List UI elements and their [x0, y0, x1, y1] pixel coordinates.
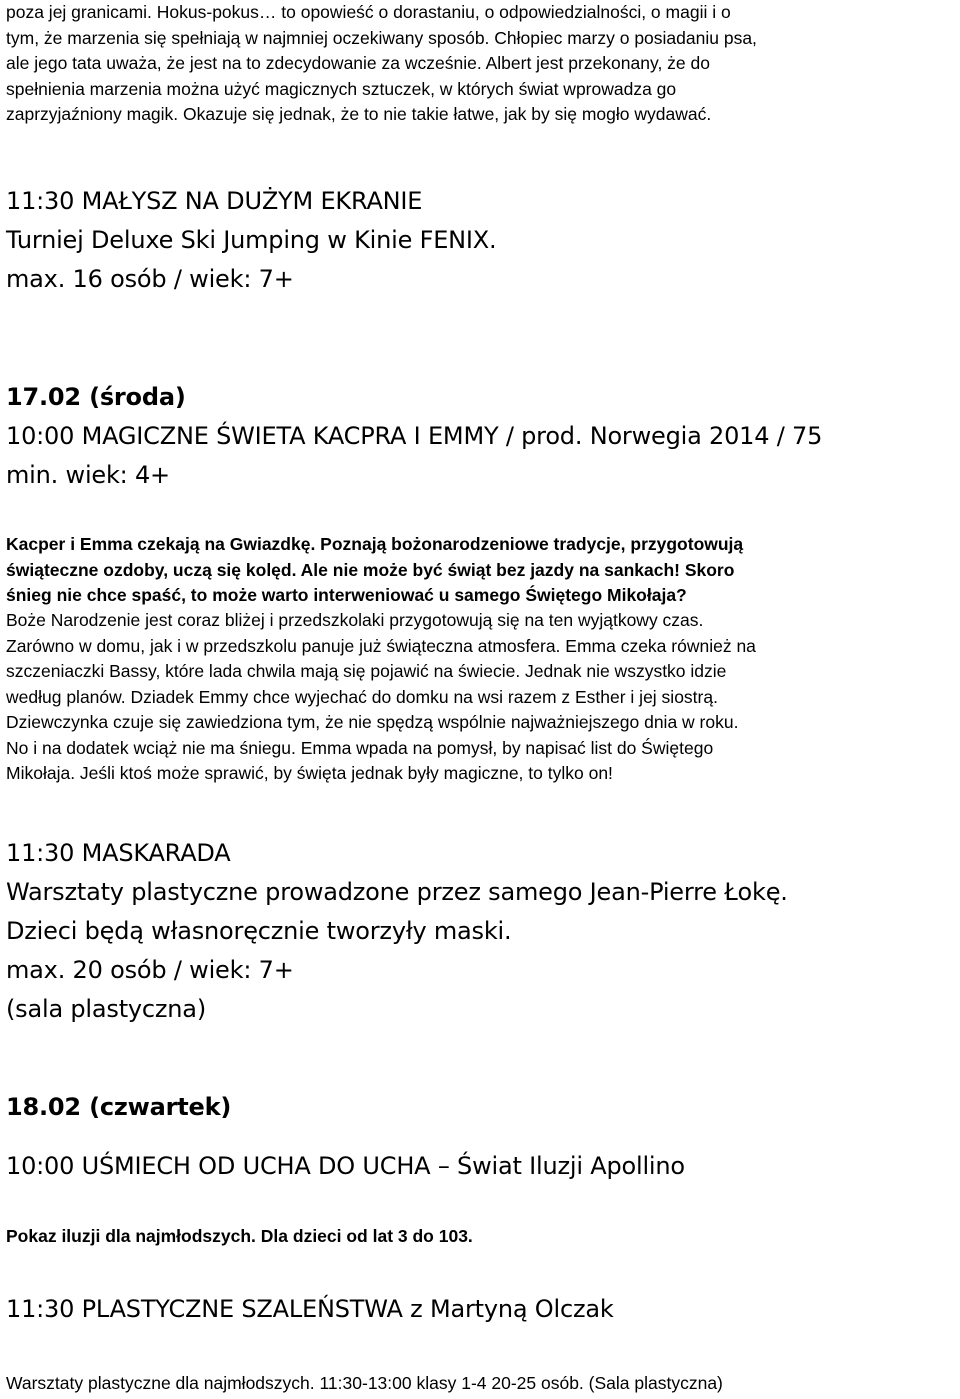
day-17-block	[6, 378, 956, 495]
text-line: Pokaz iluzji dla najmłodszych. Dla dzieci od lat 3 do 103.	[6, 1226, 473, 1246]
text-line: Dziewczynka czuje się zawiedziona tym, że nie spędzą wspólnie najważniejszego dnia w roku.	[6, 712, 739, 732]
text-line: tym, że marzenia się spełniają w najmniej oczekiwany sposób. Chłopiec marzy o posiadaniu psa,	[6, 27, 757, 48]
event-location: (sala plastyczna)	[6, 995, 206, 1023]
event-subtitle: Turniej Deluxe Ski Jumping w Kinie FENIX.	[6, 226, 497, 254]
text-line: Mikołaja. Jeśli ktoś może sprawić, by święta jednak były magiczne, to tylko on!	[6, 763, 613, 783]
event-description-paragraph	[6, 608, 956, 787]
event-plastyczne	[6, 1290, 956, 1329]
event-subtitle: Dzieci będą własnoręcznie tworzyły maski.	[6, 917, 512, 945]
event-usmiech	[6, 1147, 956, 1186]
text-line: spełnienia marzenia można użyć magicznych sztuczek, w których świat wprowadza go	[6, 78, 677, 99]
text-line: Boże Narodzenie jest coraz bliżej i przedszkolaki przygotowują się na ten wyjątkowy czas.	[6, 610, 704, 630]
event-title: 11:30 MASKARADA	[6, 839, 231, 867]
event-info: min. wiek: 4+	[6, 461, 170, 489]
event-lead-paragraph	[6, 532, 956, 609]
event-title: 10:00 MAGICZNE ŚWIETA KACPRA I EMMY / prod. Norwegia 2014 / 75	[6, 422, 823, 450]
event-info: max. 16 osób / wiek: 7+	[6, 265, 294, 293]
day-date: 17.02 (środa)	[6, 383, 186, 411]
text-line: ale jego tata uważa, że jest na to zdecydowanie za wcześnie. Albert jest przekonany, że do	[6, 53, 710, 73]
event-subtitle: Warsztaty plastyczne prowadzone przez samego Jean-Pierre Łokę.	[6, 878, 788, 906]
event-malysz	[6, 182, 956, 299]
text-line: Warsztaty plastyczne dla najmłodszych. 11:30-13:00 klasy 1-4 20-25 osób. (Sala plastyczna)	[6, 1373, 723, 1393]
day-date: 18.02 (czwartek)	[6, 1093, 232, 1121]
text-line: szczeniaczki Bassy, które lada chwila mają się pojawić na świecie. Jednak nie wszystko idzie	[6, 661, 727, 681]
text-line: zaprzyjaźniony magik. Okazuje się jednak, że to nie takie łatwe, jak by się mogło wydawać.	[6, 104, 712, 124]
text-line: poza jej granicami. Hokus-pokus… to opowieść o dorastaniu, o odpowiedzialności, o magii i o	[6, 2, 731, 22]
intro-paragraph	[6, 0, 956, 128]
text-line: Kacper i Emma czekają na Gwiazdkę. Poznają bożonarodzeniowe tradycje, przygotowują	[6, 534, 744, 554]
event-plastyczne-desc	[6, 1371, 956, 1397]
event-title: 11:30 MAŁYSZ NA DUŻYM EKRANIE	[6, 187, 423, 215]
text-line: śnieg nie chce spaść, to może warto interweniować u samego Świętego Mikołaja?	[6, 585, 687, 605]
event-title: 11:30 PLASTYCZNE SZALEŃSTWA z Martyną Olczak	[6, 1295, 614, 1323]
text-line: według planów. Dziadek Emmy chce wyjechać do domku na wsi razem z Esther i jej siostrą.	[6, 686, 718, 707]
text-line: Zarówno w domu, jak i w przedszkolu panuje już świąteczna atmosfera. Emma czeka również na	[6, 635, 756, 656]
event-maskarada	[6, 834, 956, 1029]
event-usmiech-desc	[6, 1224, 956, 1250]
event-info: max. 20 osób / wiek: 7+	[6, 956, 294, 984]
event-title: 10:00 UŚMIECH OD UCHA DO UCHA – Świat Iluzji Apollino	[6, 1152, 685, 1180]
text-line: No i na dodatek wciąż nie ma śniegu. Emma wpada na pomysł, by napisać list do Świętego	[6, 737, 714, 758]
day-18-date-block	[6, 1088, 956, 1127]
text-line: świąteczne ozdoby, uczą się kolęd. Ale nie może być świąt bez jazdy na sankach! Skoro	[6, 559, 735, 580]
